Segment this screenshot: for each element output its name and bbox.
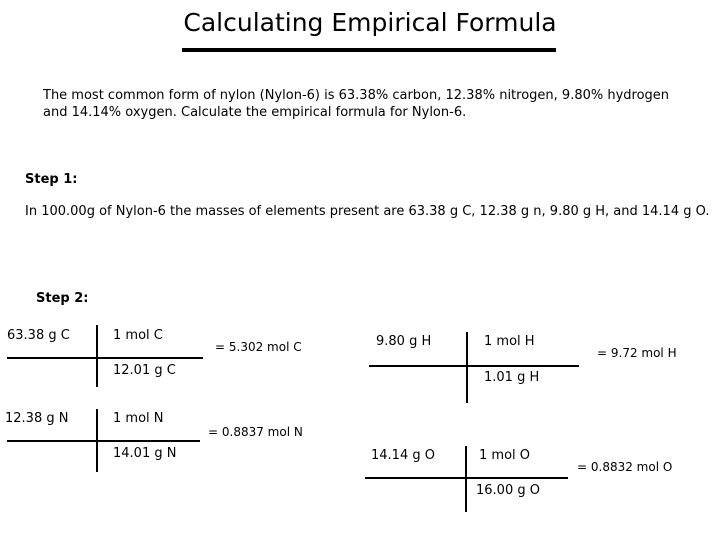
oxygen-denominator: 16.00 g O bbox=[476, 483, 540, 498]
nitrogen-mass: 12.38 g N bbox=[5, 411, 69, 426]
nitrogen-result: = 0.8837 mol N bbox=[208, 425, 303, 439]
hydrogen-mass: 9.80 g H bbox=[376, 334, 432, 349]
carbon-mass: 63.38 g C bbox=[7, 328, 70, 343]
carbon-divider bbox=[96, 325, 98, 387]
carbon-numerator: 1 mol C bbox=[113, 328, 163, 343]
nitrogen-denominator: 14.01 g N bbox=[113, 446, 177, 461]
problem-statement: The most common form of nylon (Nylon-6) is 63.38% carbon, 12.38% nitrogen, 9.80% hydrogen and 14.14% oxygen. Calculate the empirical formula for Nylon-6. bbox=[43, 88, 670, 120]
oxygen-result: = 0.8832 mol O bbox=[577, 460, 673, 474]
nitrogen-fraction-bar bbox=[7, 440, 200, 442]
oxygen-mass: 14.14 g O bbox=[371, 448, 435, 463]
hydrogen-denominator: 1.01 g H bbox=[484, 370, 540, 385]
oxygen-fraction-bar bbox=[365, 477, 568, 479]
oxygen-divider bbox=[465, 446, 467, 512]
page-title: Calculating Empirical Formula bbox=[183, 8, 557, 37]
step2-label: Step 2: bbox=[36, 291, 89, 306]
step1-text: In 100.00g of Nylon-6 the masses of elements present are 63.38 g C, 12.38 g n, 9.80 g H, and 14.14 g O. bbox=[25, 204, 710, 219]
oxygen-numerator: 1 mol O bbox=[479, 448, 530, 463]
nitrogen-numerator: 1 mol N bbox=[113, 411, 164, 426]
carbon-result: = 5.302 mol C bbox=[215, 340, 302, 354]
hydrogen-fraction-bar bbox=[369, 365, 579, 367]
title-underline bbox=[182, 48, 556, 52]
step1-label: Step 1: bbox=[25, 172, 78, 187]
hydrogen-result: = 9.72 mol H bbox=[597, 346, 677, 360]
hydrogen-divider bbox=[466, 332, 468, 403]
carbon-fraction-bar bbox=[7, 357, 203, 359]
hydrogen-numerator: 1 mol H bbox=[484, 334, 535, 349]
carbon-denominator: 12.01 g C bbox=[113, 363, 176, 378]
